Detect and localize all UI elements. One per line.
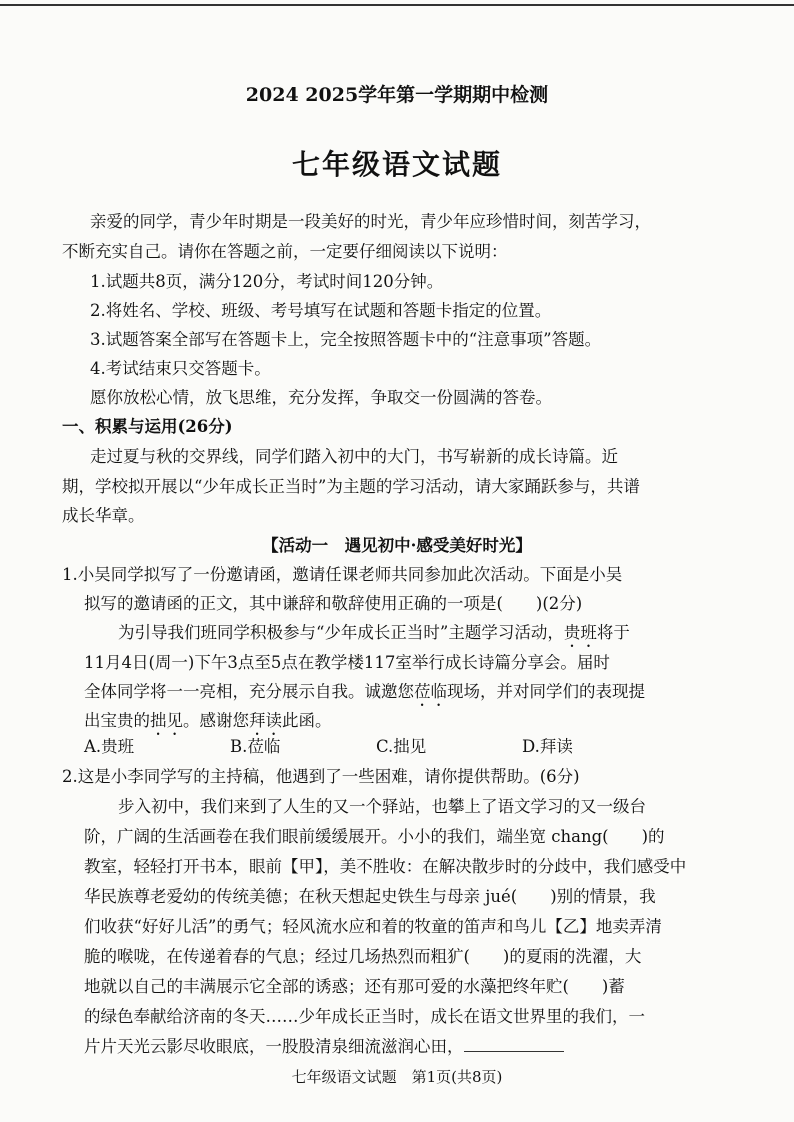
page-footer: 七年级语文试题 第1页(共8页) (291, 1068, 503, 1086)
letter-text: 现场，并对同学们的表现提 (447, 682, 645, 701)
underdot-word: 拜读 (249, 711, 282, 730)
option-b: B.莅临 (230, 737, 281, 756)
script-line: 地就以自己的丰满展示它全部的诱惑；还有那可爱的水藻把终年贮( )蓄 (84, 977, 625, 996)
option-d: D.拜读 (522, 737, 573, 756)
section-text-line: 走过夏与秋的交界线，同学们踏入初中的大门，书写崭新的成长诗篇。近 (90, 447, 618, 466)
letter-text: 。感谢您 (183, 711, 249, 730)
letter-text: 全体同学将一一亮相，充分展示自我。诚邀您 (84, 682, 414, 701)
section-text-line: 成长华章。 (62, 506, 145, 525)
rule-item: 1.试题共8页，满分120分，考试时间120分钟。 (90, 272, 444, 291)
script-line (84, 1036, 784, 1058)
option-c: C.拙见 (376, 737, 427, 756)
letter-body-line (84, 681, 784, 710)
letter-body-line (84, 710, 784, 739)
intro-line-1: 亲爱的同学，青少年时期是一段美好的时光，青少年应珍惜时间，刻苦学习， (90, 212, 651, 231)
question-stem: 拟写的邀请函的正文，其中谦辞和敬辞使用正确的一项是( )(2分) (84, 594, 583, 613)
letter-body-line: 11月4日(周一)下午3点至5点在教学楼117室举行成长诗篇分享会。届时 (84, 653, 610, 672)
script-line: 教室，轻轻打开书本，眼前【甲】，美不胜收：在解决散步时的分歧中，我们感受中 (84, 857, 687, 876)
exam-term-heading: 2024 2025学年第一学期期中检测 (245, 84, 549, 106)
exam-title: 七年级语文试题 (291, 148, 502, 181)
underdot-word: 莅临 (414, 682, 447, 701)
script-line: 华民族尊老爱幼的传统美德；在秋天想起史铁生与母亲 jué( )别的情景，我 (84, 887, 656, 906)
script-line: 们收获“好好儿活”的勇气；轻风流水应和着的牧童的笛声和鸟儿【乙】地卖弄清 (84, 917, 662, 936)
question-stem: 1.小吴同学拟写了一份邀请函，邀请任课老师共同参加此次活动。下面是小吴 (62, 565, 623, 584)
script-line: 阶，广阔的生活画卷在我们眼前缓缓展开。小小的我们，端坐宽 chang( )的 (84, 827, 665, 846)
underdot-word: 拙见 (150, 711, 183, 730)
section-heading: 一、积累与运用(26分) (62, 417, 233, 436)
rule-item: 2.将姓名、学校、班级、考号填写在试题和答题卡指定的位置。 (90, 301, 552, 320)
letter-body-line (118, 622, 788, 651)
section-text-line: 期，学校拟开展以“少年成长正当时”为主题的学习活动，请大家踊跃参与，共谱 (62, 477, 640, 496)
option-a: A.贵班 (84, 737, 135, 756)
rule-item: 3.试题答案全部写在答题卡上，完全按照答题卡中的“注意事项”答题。 (90, 330, 602, 349)
intro-wish: 愿你放松心情，放飞思维，充分发挥，争取交一份圆满的答卷。 (90, 388, 552, 407)
script-line: 的绿色奉献给济南的冬天……少年成长正当时，成长在语文世界里的我们，一 (84, 1007, 645, 1026)
letter-text: 将于 (596, 623, 630, 642)
underdot-word: 贵班 (563, 623, 597, 642)
question-stem: 2.这是小李同学写的主持稿，他遇到了一些困难，请你提供帮助。(6分) (62, 767, 580, 786)
letter-text: 出宝贵的 (84, 711, 150, 730)
answer-blank (464, 1037, 564, 1052)
letter-text: 为引导我们班同学积极参与“少年成长正当时”主题学习活动， (118, 623, 564, 642)
letter-text: 此函。 (282, 711, 332, 730)
activity-title: 【活动一 遇见初中·感受美好时光】 (262, 536, 532, 555)
top-border-line (0, 4, 794, 6)
intro-line-2: 不断充实自己。请你在答题之前，一定要仔细阅读以下说明： (62, 242, 508, 261)
script-text: 片片天光云影尽收眼底，一股股清泉细流滋润心田， (84, 1037, 464, 1056)
script-line: 脆的喉咙，在传递着春的气息；经过几场热烈而粗犷( )的夏雨的洗濯，大 (84, 947, 642, 966)
rule-item: 4.考试结束只交答题卡。 (90, 359, 271, 378)
script-line: 步入初中，我们来到了人生的又一个驿站，也攀上了语文学习的又一级台 (118, 797, 646, 816)
